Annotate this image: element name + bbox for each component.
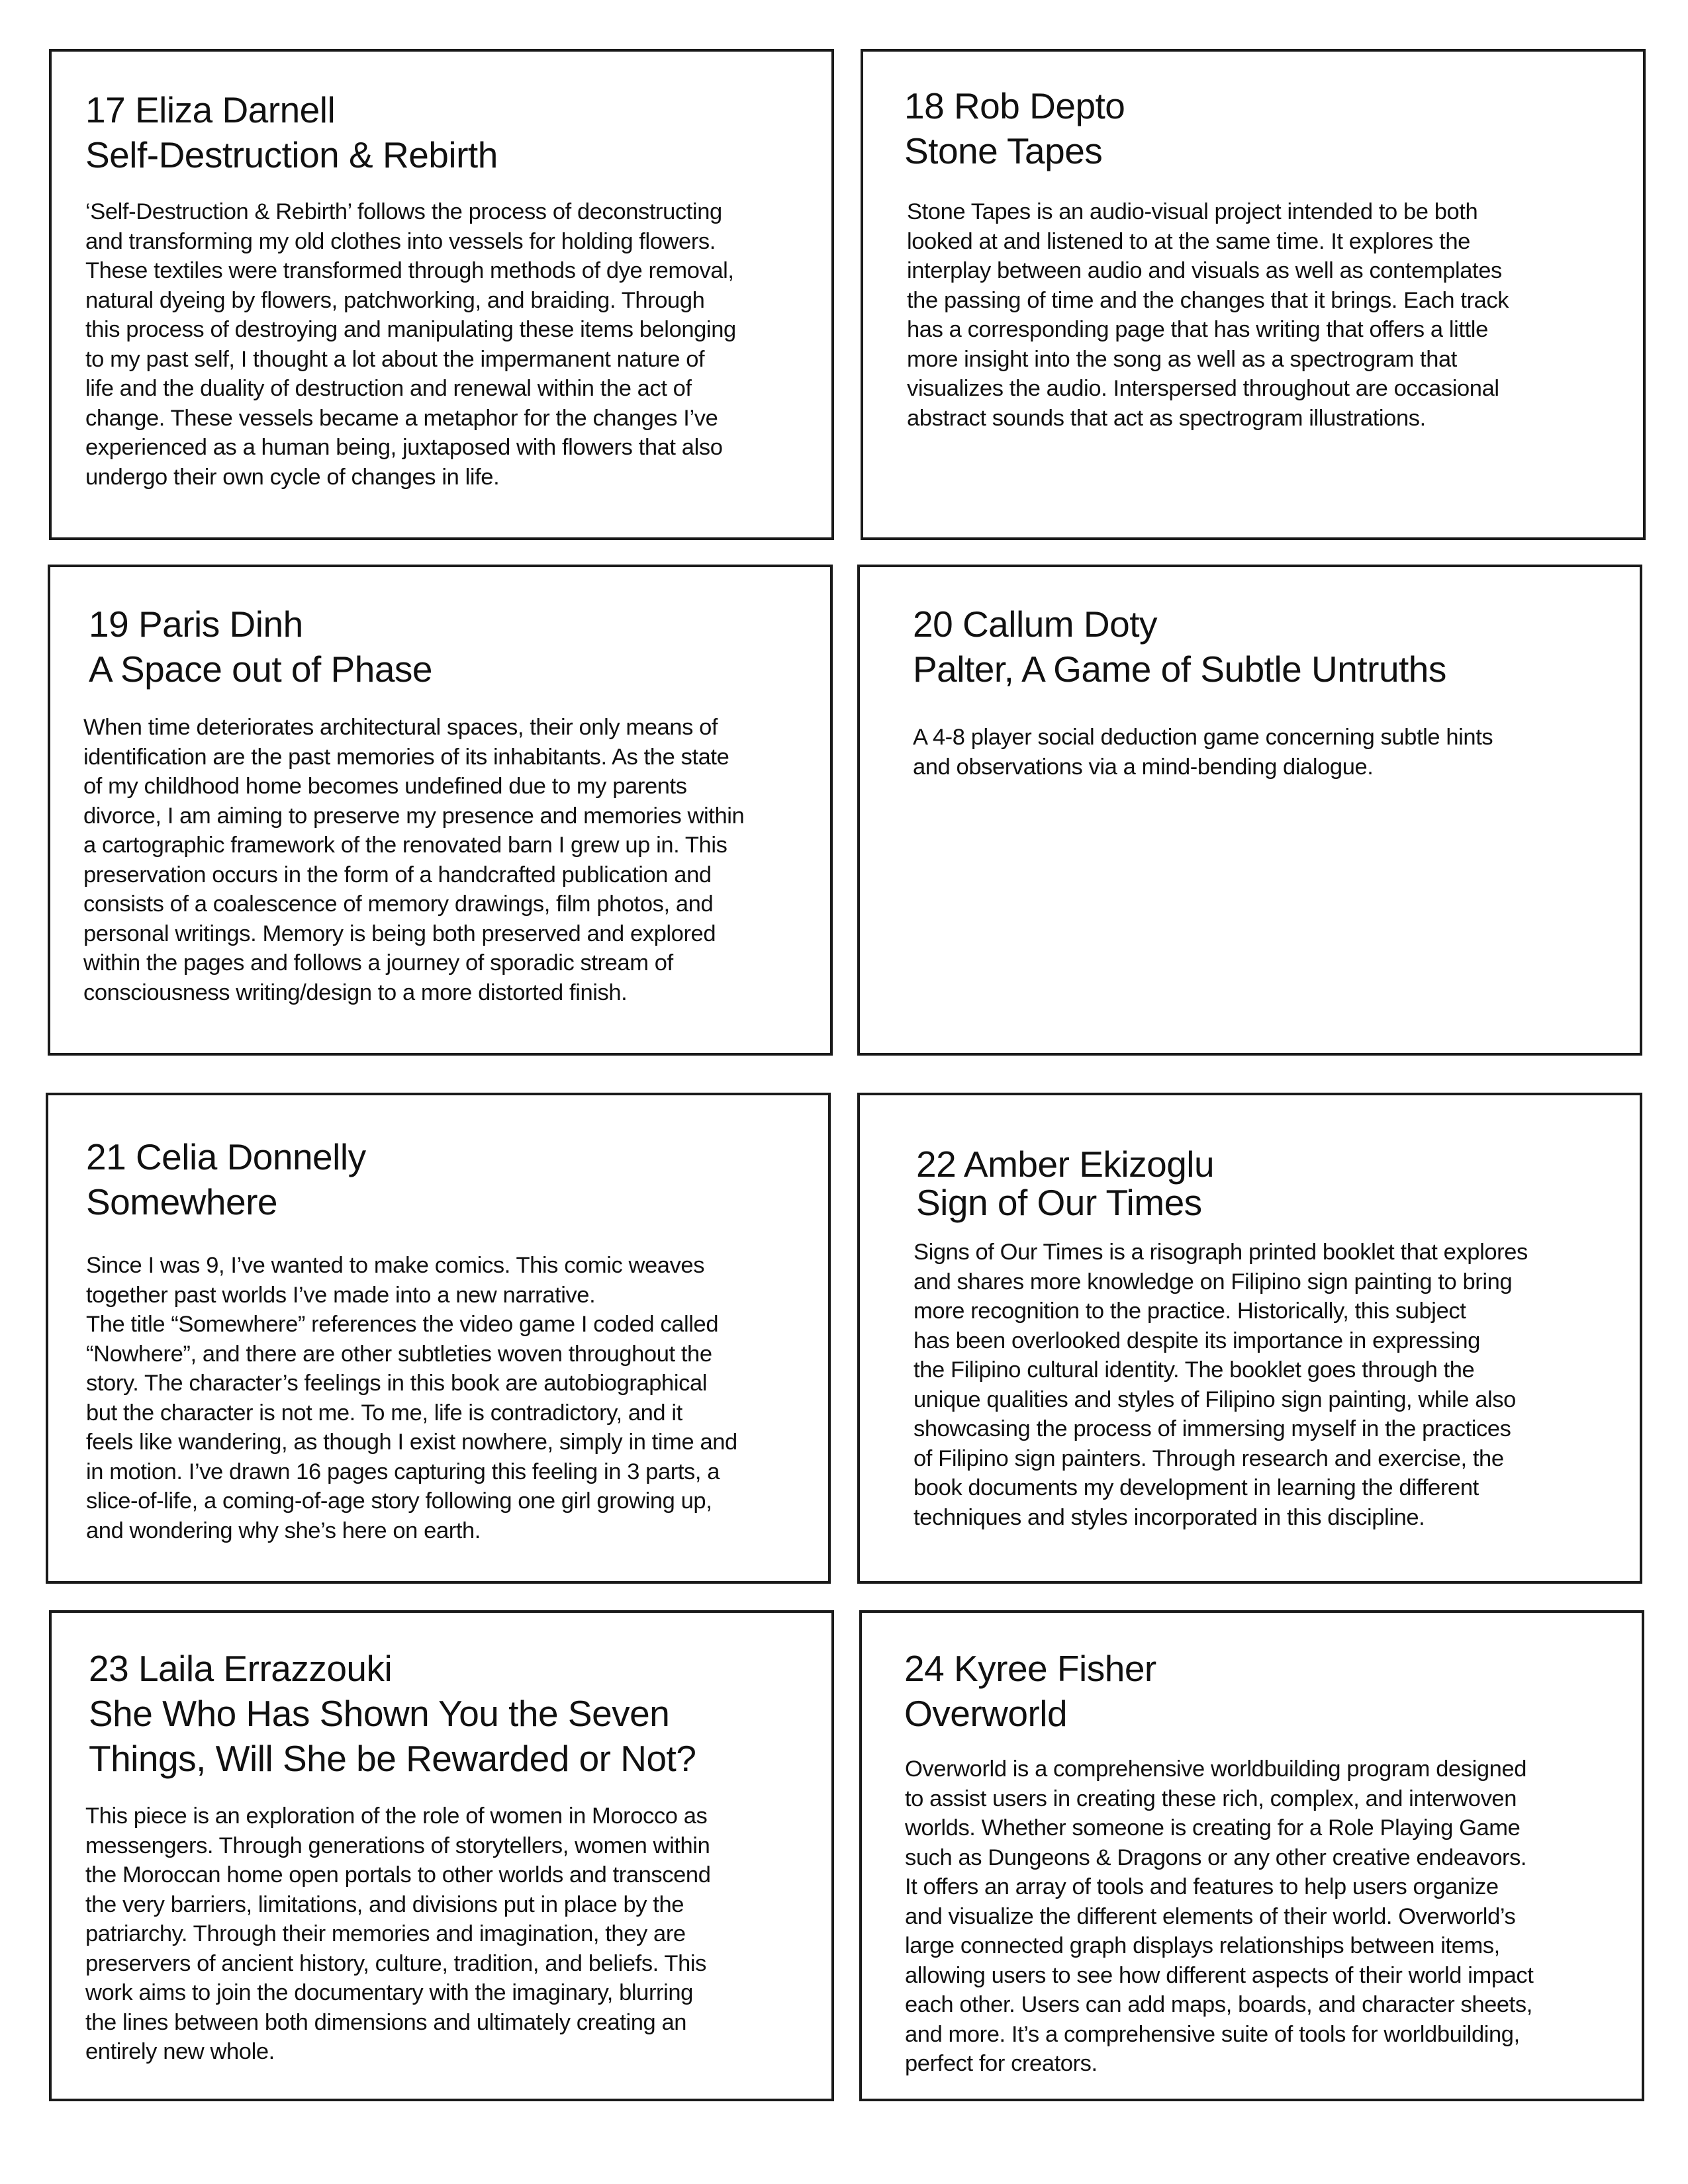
entry-description: Signs of Our Times is a risograph printed booklet that explores and shares more knowledge on Filipino sign painting to bring more recognition to the practice. Historically, this subject has been overlooked despite its importance in expressing the Filipino cultural identity. The booklet goes through the unique qualities and styles of Filipino sign painting, while also showcasing the process of immersing myself in the practices of Filipino sign painters. Through research and exercise, the book documents my development in learning the different techniques and styles incorporated in this discipline. bbox=[914, 1240, 1528, 1530]
entry-card-24 bbox=[859, 1610, 1644, 2101]
entry-card-22 bbox=[857, 1093, 1642, 1584]
entry-title-line-1: She Who Has Shown You the Seven bbox=[89, 1693, 670, 1734]
entry-heading bbox=[913, 602, 1446, 692]
entry-description: Stone Tapes is an audio-visual project intended to be both looked at and listened to at the same time. It explores the interplay between audio and visuals as well as contemplates the passing of time and the changes that it brings. Each track has a corresponding page that has writing that offers a little more insight into the song as well as a spectrogram that visualizes the audio. Interspersed throughout are occasional abstract sounds that act as spectrogram illustrations. bbox=[907, 199, 1509, 431]
entry-title: Palter, A Game of Subtle Untruths bbox=[913, 649, 1446, 690]
entry-title: Somewhere bbox=[86, 1181, 277, 1222]
entry-number-name: 23 Laila Errazzouki bbox=[89, 1648, 393, 1689]
entry-card-23 bbox=[49, 1610, 834, 2101]
entry-card-17 bbox=[49, 49, 834, 540]
entry-number-name: 19 Paris Dinh bbox=[89, 604, 303, 645]
entry-number-name: 22 Amber Ekizoglu bbox=[916, 1144, 1215, 1185]
entry-title: A Space out of Phase bbox=[89, 649, 432, 690]
entry-heading bbox=[89, 602, 432, 692]
entry-description: This piece is an exploration of the role of women in Morocco as messengers. Through generations of storytellers, women within the Moroccan home open portals to other worlds and transcend the very barriers, limitations, and divisions put in place by the patriarchy. Through their memories and imagination, they are preservers of ancient history, culture, tradition, and beliefs. This work aims to join the documentary with the imaginary, blurring the lines between both dimensions and ultimately creating an entirely new whole. bbox=[85, 1803, 711, 2064]
entry-card-20 bbox=[857, 565, 1642, 1056]
entry-number-name: 24 Kyree Fisher bbox=[904, 1648, 1156, 1689]
entry-title: Overworld bbox=[904, 1693, 1068, 1734]
entry-number-name: 18 Rob Depto bbox=[904, 85, 1125, 126]
entry-description: When time deteriorates architectural spaces, their only means of identification are the past memories of its inhabitants. As the state of my childhood home becomes undefined due to my parents divorce, I am aiming to preserve my presence and memories within a cartographic framework of the renovated barn I grew up in. This preservation occurs in the form of a handcrafted publication and consists of a coalescence of memory drawings, film photos, and personal writings. Memory is being both preserved and explored within the pages and follows a journey of sporadic stream of consciousness writing/design to a more distorted finish. bbox=[83, 715, 745, 1005]
entry-card-18 bbox=[861, 49, 1646, 540]
entry-number-name: 20 Callum Doty bbox=[913, 604, 1157, 645]
entry-heading bbox=[904, 83, 1125, 173]
entry-title: Self-Destruction & Rebirth bbox=[85, 134, 498, 175]
entry-heading bbox=[916, 1142, 1214, 1225]
entry-description: A 4-8 player social deduction game concerning subtle hints and observations via a mind-bending dialogue. bbox=[913, 725, 1493, 780]
entry-number-name: 21 Celia Donnelly bbox=[86, 1136, 366, 1177]
entry-title: Sign of Our Times bbox=[916, 1182, 1202, 1223]
entry-title: Stone Tapes bbox=[904, 130, 1103, 171]
entry-card-21 bbox=[46, 1093, 831, 1584]
entry-heading bbox=[86, 1134, 366, 1224]
entry-description: Overworld is a comprehensive worldbuilding program designed to assist users in creating these rich, complex, and interwoven worlds. Whether someone is creating for a Role Playing Game such as Dungeons & Dragons or any other creative endeavors. It offers an array of tools and features to help users organize and visualize the different elements of their world. Overworld’s large connected graph displays relationships between items, allowing users to see how different aspects of their world impact each other. Users can add maps, boards, and character sheets, and more. It’s a comprehensive suite of tools for worldbuilding, perfect for creators. bbox=[905, 1756, 1534, 2076]
entry-description: Since I was 9, I’ve wanted to make comics. This comic weaves together past worlds I’ve made into a new narrative. The title “Somewhere” references the video game I coded called “Nowhere”, and there are other subtleties woven throughout the story. The character’s feelings in this book are autobiographical but the character is not me. To me, life is contradictory, and it feels like wandering, as though I exist nowhere, simply in time and in motion. I’ve drawn 16 pages capturing this feeling in 3 parts, a slice-of-life, a coming-of-age story following one girl growing up, and wondering why she’s here on earth. bbox=[86, 1253, 737, 1543]
entry-heading bbox=[904, 1646, 1156, 1736]
entry-card-19 bbox=[48, 565, 833, 1056]
entry-heading bbox=[89, 1646, 696, 1781]
entry-description: ‘Self-Destruction & Rebirth’ follows the process of deconstructing and transforming my old clothes into vessels for holding flowers. These textiles were transformed through methods of dye removal, natural dyeing by flowers, patchworking, and braiding. Through this process of destroying and manipulating these items belonging to my past self, I thought a lot about the impermanent nature of life and the duality of destruction and renewal within the act of change. These vessels became a metaphor for the changes I’ve experienced as a human being, juxtaposed with flowers that also undergo their own cycle of changes in life. bbox=[85, 199, 736, 490]
entry-title-line-2: Things, Will She be Rewarded or Not? bbox=[89, 1738, 696, 1779]
entry-heading bbox=[85, 87, 498, 177]
entry-number-name: 17 Eliza Darnell bbox=[85, 89, 336, 130]
